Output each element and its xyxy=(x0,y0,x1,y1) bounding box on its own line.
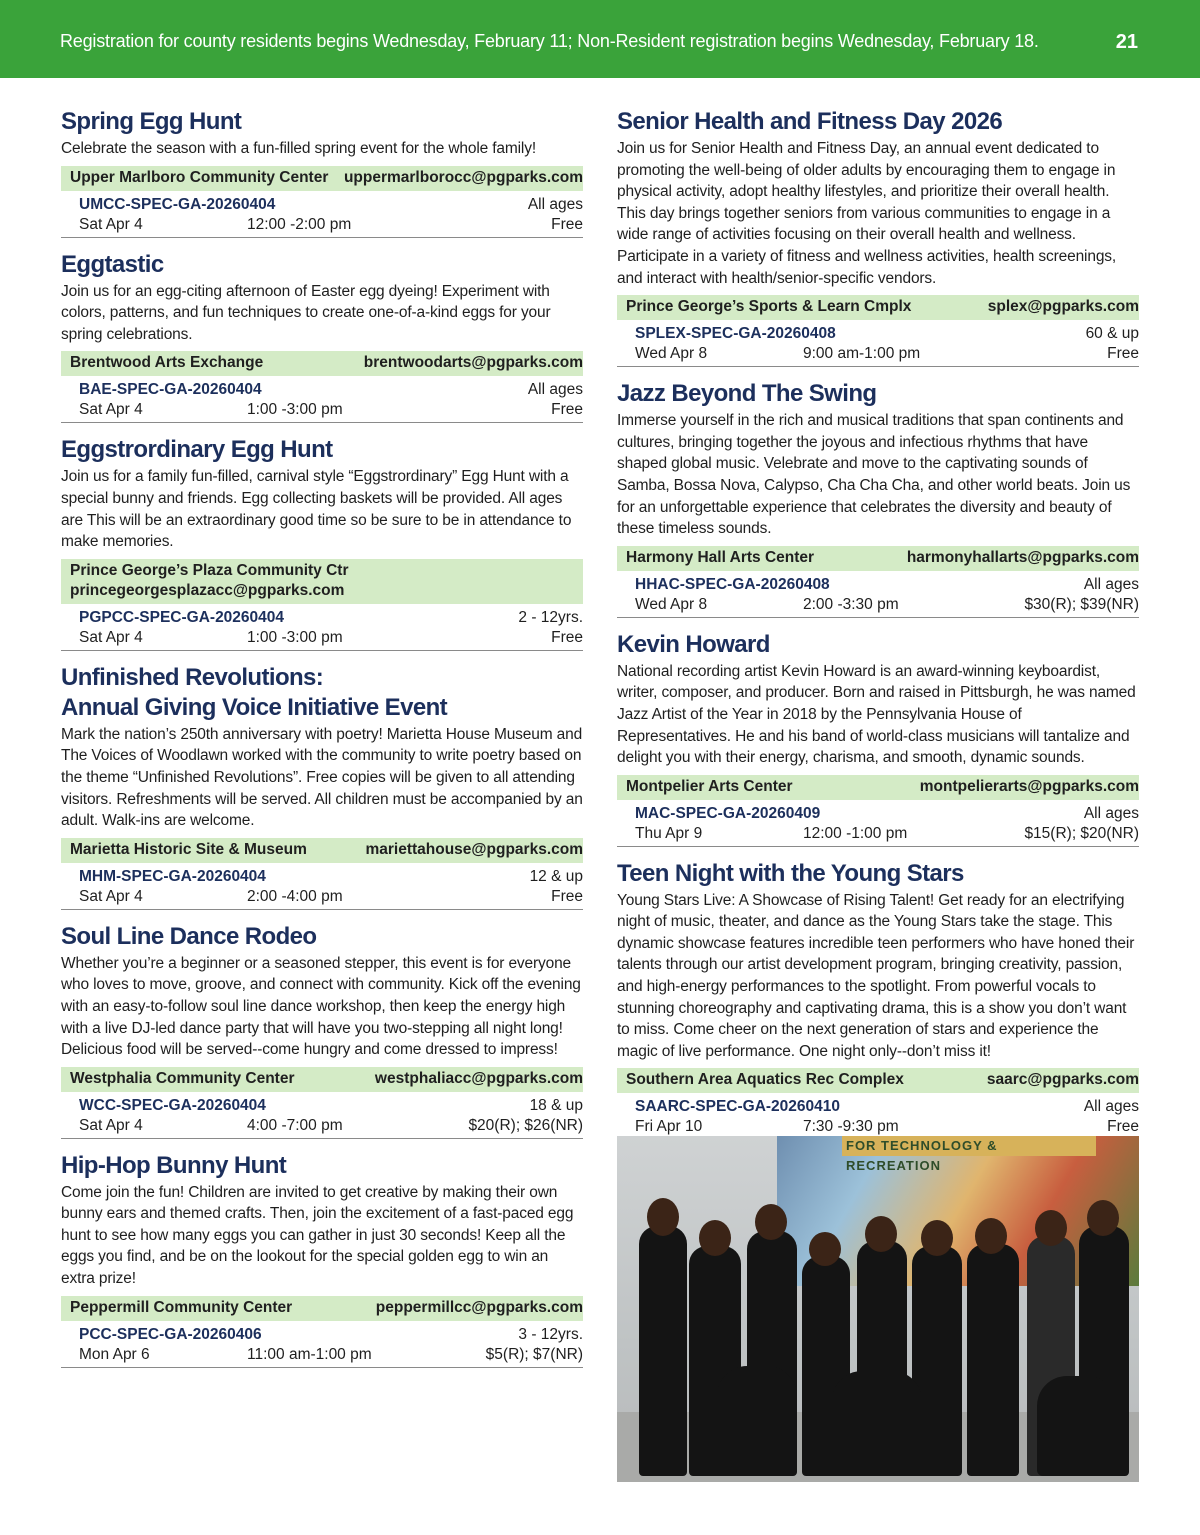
event-title: Senior Health and Fitness Day 2026 xyxy=(617,108,1003,135)
facility-band xyxy=(617,295,1139,320)
activity-code: MHM-SPEC-GA-20260404 xyxy=(79,867,266,885)
event-description: Immerse yourself in the rich and musical traditions that span continents and cultures, bringing together the joyous and infectious rhythms that have shaped global music. Velebrate and move to the captivating sounds of Samba, Bossa Nova, Calypso, Cha Cha Cha, and other world beats. Join us for an unforgettable experience that celebrates the diversity and beauty of these timeless sounds. xyxy=(617,412,1131,538)
age-range: All ages xyxy=(1083,804,1139,822)
session-fee: Free xyxy=(551,215,583,233)
event-description: Whether you’re a beginner or a seasoned stepper, this event is for everyone who loves to move, groove, and connect with community. Kick off the evening with an easy-to-follow soul line dance workshop, then keep the energy high with a live DJ-led dance party that will have you two-stepping all night long! Delicious food will be served--come hungry and come dressed to impress! xyxy=(61,954,581,1059)
facility-email[interactable]: uppermarlborocc@pgparks.com xyxy=(343,168,583,186)
teen-group-photo xyxy=(617,1136,1139,1482)
age-range: All ages xyxy=(1083,1098,1139,1116)
facility-name: Prince George’s Sports & Learn Cmplx xyxy=(626,298,912,316)
event-listing xyxy=(61,436,583,650)
facility-email[interactable]: brentwoodarts@pgparks.com xyxy=(363,354,583,372)
facility-band xyxy=(61,1067,583,1092)
event-listing xyxy=(617,380,1139,618)
activity-code: PGPCC-SPEC-GA-20260404 xyxy=(79,608,285,626)
facility-name: Harmony Hall Arts Center xyxy=(626,548,815,566)
teen-head xyxy=(809,1232,841,1266)
facility-email[interactable]: montpelierarts@pgparks.com xyxy=(919,777,1139,795)
session-row xyxy=(617,571,1139,618)
session-time: 12:00 -1:00 pm xyxy=(803,824,908,842)
facility-email[interactable]: mariettahouse@pgparks.com xyxy=(365,840,583,858)
event-title-line-2: Annual Giving Voice Initiative Event xyxy=(61,693,448,721)
session-row xyxy=(61,1321,583,1368)
event-title: Eggtastic xyxy=(61,250,164,278)
event-listing xyxy=(617,631,1139,847)
activity-code: BAE-SPEC-GA-20260404 xyxy=(79,381,262,399)
event-listing xyxy=(61,664,583,910)
facility-email[interactable]: westphaliacc@pgparks.com xyxy=(374,1069,583,1087)
session-row xyxy=(61,1092,583,1139)
session-day: Mon Apr 6 xyxy=(79,1345,150,1363)
session-fee: $15(R); $20(NR) xyxy=(1024,824,1139,842)
facility-name: Westphalia Community Center xyxy=(70,1069,295,1087)
teen-figure xyxy=(832,1371,922,1476)
age-range: 60 & up xyxy=(1085,325,1139,343)
teen-figure xyxy=(639,1226,687,1476)
session-fee: $30(R); $39(NR) xyxy=(1024,595,1139,613)
session-time: 1:00 -3:00 pm xyxy=(247,401,343,419)
session-row xyxy=(617,1093,1139,1140)
event-title: Hip-Hop Bunny Hunt xyxy=(61,1151,287,1179)
age-range: All ages xyxy=(527,381,583,399)
facility-email[interactable]: princegeorgesplazacc@pgparks.com xyxy=(70,581,345,599)
session-time: 11:00 am-1:00 pm xyxy=(247,1345,372,1363)
age-range: 12 & up xyxy=(529,867,583,885)
session-time: 1:00 -3:00 pm xyxy=(247,628,343,646)
event-description: Join us for an egg-citing afternoon of Easter egg dyeing! Experiment with colors, patterns, and fun techniques to create one-of-a-kind eggs for your spring celebrations. xyxy=(61,282,551,343)
session-time: 4:00 -7:00 pm xyxy=(247,1116,343,1134)
teen-head xyxy=(865,1216,897,1252)
facility-name: Upper Marlboro Community Center xyxy=(70,168,329,186)
event-title: Soul Line Dance Rodeo xyxy=(61,922,317,950)
facility-email[interactable]: splex@pgparks.com xyxy=(987,298,1139,316)
facility-name: Brentwood Arts Exchange xyxy=(70,354,264,372)
event-listing xyxy=(61,108,583,238)
session-day: Wed Apr 8 xyxy=(635,345,708,363)
facility-email[interactable]: saarc@pgparks.com xyxy=(986,1071,1139,1089)
session-time: 12:00 -2:00 pm xyxy=(247,215,352,233)
facility-band xyxy=(61,838,583,863)
activity-code: UMCC-SPEC-GA-20260404 xyxy=(79,195,276,213)
facility-email[interactable]: harmonyhallarts@pgparks.com xyxy=(906,548,1139,566)
facility-band xyxy=(617,775,1139,800)
header-bar xyxy=(0,0,1200,78)
session-day: Sat Apr 4 xyxy=(79,628,143,646)
event-description: Come join the fun! Children are invited to get creative by making their own bunny ears and themed crafts. Then, join the excitement of a fast-paced egg hunt to see how many eggs you can gather in just 30 seconds! Keep all the eggs you find, and be on the lookout for the special golden egg to win an extra prize! xyxy=(61,1183,574,1288)
age-range: All ages xyxy=(1083,575,1139,593)
teen-head xyxy=(1035,1210,1067,1246)
session-row xyxy=(617,320,1139,367)
event-description: Join us for Senior Health and Fitness Day, an annual event dedicated to promoting the well-being of older adults by encouraging them to engage in physical activity, adopt healthy lifestyles, and prioritize their overall health. This day brings together seniors from various communities to engage in a wide range of activities focusing on their overall health and wellness. Participate in a variety of fitness and wellness activities, health screenings, and interact with health/senior-specific vendors. xyxy=(617,140,1117,287)
session-day: Sat Apr 4 xyxy=(79,401,143,419)
session-time: 7:30 -9:30 pm xyxy=(803,1118,899,1136)
activity-code: MAC-SPEC-GA-20260409 xyxy=(635,804,821,822)
event-listing xyxy=(61,1152,583,1368)
facility-band xyxy=(617,1068,1139,1093)
age-range: 18 & up xyxy=(529,1096,583,1114)
activity-code: HHAC-SPEC-GA-20260408 xyxy=(635,575,830,593)
activity-code: SPLEX-SPEC-GA-20260408 xyxy=(635,325,836,343)
event-description: Join us for a family fun-filled, carnival style “Eggstrordinary” Egg Hunt with a special bunny and friends. Egg collecting baskets will be provided. All ages are This will be an extraordinary good time so be sure to be in attendance to make memories. xyxy=(61,468,572,551)
session-fee: Free xyxy=(1107,345,1139,363)
facility-band xyxy=(61,351,583,376)
event-description: Young Stars Live: A Showcase of Rising Talent! Get ready for an electrifying night of music, theater, and dance as the Young Stars take the stage. This dynamic showcase features incredible teen performers who have honed their talents through our artist development program, bringing creativity, passion, and high-energy performances to the spotlight. From powerful vocals to stunning choreography and captivating drama, this is a show you don’t want to miss. Come cheer on the next generation of stars and experience the magic of live performance. One night only--don’t miss it! xyxy=(617,891,1135,1060)
event-listing xyxy=(61,923,583,1139)
event-title: Kevin Howard xyxy=(617,630,770,658)
event-description: National recording artist Kevin Howard is an award-winning keyboardist, writer, composer, and producer. Born and raised in Pittsburgh, he was named Jazz Artist of the Year in 2018 by the Pennsylvania House of Representatives. He and his band of world-class musicians will tantalize and delight you with their energy, charisma, and smooth, dynamic sounds. xyxy=(617,662,1136,767)
session-row xyxy=(61,191,583,238)
teen-head xyxy=(699,1220,731,1256)
teen-head xyxy=(1087,1200,1119,1236)
event-listing xyxy=(61,251,583,424)
teen-figure xyxy=(1037,1376,1117,1476)
right-column xyxy=(617,108,1139,1153)
session-fee: $20(R); $26(NR) xyxy=(468,1116,583,1134)
session-day: Thu Apr 9 xyxy=(635,824,703,842)
session-day: Fri Apr 10 xyxy=(635,1118,703,1136)
teen-figure xyxy=(717,1366,797,1476)
session-fee: Free xyxy=(1107,1118,1139,1136)
facility-email[interactable]: peppermillcc@pgparks.com xyxy=(375,1298,583,1316)
age-range: All ages xyxy=(527,195,583,213)
session-row xyxy=(61,863,583,910)
teen-head xyxy=(647,1198,679,1236)
event-title: Spring Egg Hunt xyxy=(61,108,242,135)
facility-band xyxy=(61,1296,583,1321)
facility-name: Marietta Historic Site & Museum xyxy=(70,840,307,858)
facility-name: Peppermill Community Center xyxy=(70,1298,293,1316)
event-listing xyxy=(617,108,1139,367)
facility-band xyxy=(61,166,583,191)
facility-name: Southern Area Aquatics Rec Complex xyxy=(626,1071,904,1089)
activity-code: WCC-SPEC-GA-20260404 xyxy=(79,1096,266,1114)
age-range: 2 - 12yrs. xyxy=(518,608,583,626)
session-fee: $5(R); $7(NR) xyxy=(485,1345,583,1363)
teen-head xyxy=(755,1204,787,1240)
event-description: Celebrate the season with a fun-filled spring event for the whole family! xyxy=(61,140,536,157)
mural-banner: FOR TECHNOLOGY & RECREATION xyxy=(842,1136,1096,1156)
session-row xyxy=(617,800,1139,847)
session-day: Sat Apr 4 xyxy=(79,887,143,905)
session-day: Sat Apr 4 xyxy=(79,215,143,233)
event-title: Teen Night with the Young Stars xyxy=(617,859,964,887)
session-time: 2:00 -4:00 pm xyxy=(247,887,343,905)
event-title: Unfinished Revolutions: xyxy=(61,663,324,691)
session-time: 2:00 -3:30 pm xyxy=(803,595,899,613)
session-row xyxy=(61,604,583,651)
session-day: Sat Apr 4 xyxy=(79,1116,143,1134)
facility-band xyxy=(617,546,1139,571)
facility-name: Prince George’s Plaza Community Ctr xyxy=(70,561,349,579)
teen-head xyxy=(921,1220,953,1256)
event-title: Jazz Beyond The Swing xyxy=(617,380,877,408)
session-fee: Free xyxy=(551,887,583,905)
facility-band xyxy=(61,559,583,604)
teen-head xyxy=(975,1218,1007,1254)
registration-notice: Registration for county residents begins Wednesday, February 11; Non-Resident registration begins Wednesday, February 18. xyxy=(60,31,1039,51)
page-number: 21 xyxy=(1115,31,1138,53)
activity-code: PCC-SPEC-GA-20260406 xyxy=(79,1325,262,1343)
teen-figure xyxy=(967,1244,1019,1476)
session-day: Wed Apr 8 xyxy=(635,595,708,613)
age-range: 3 - 12yrs. xyxy=(518,1325,583,1343)
session-fee: Free xyxy=(551,401,583,419)
event-listing xyxy=(617,860,1139,1141)
event-title: Eggstrordinary Egg Hunt xyxy=(61,436,333,464)
session-time: 9:00 am-1:00 pm xyxy=(803,345,921,363)
left-column xyxy=(61,108,583,1381)
event-description: Mark the nation’s 250th anniversary with poetry! Marietta House Museum and The Voices of Woodlawn worked with the community to write poetry based on the theme “Unfinished Revolutions”. Free copies will be given to all attending visitors. Refreshments will be served. All children must be accompanied by an adult. Walk-ins are welcome. xyxy=(61,725,583,830)
activity-code: SAARC-SPEC-GA-20260410 xyxy=(635,1098,841,1116)
session-row xyxy=(61,376,583,423)
session-fee: Free xyxy=(551,628,583,646)
facility-name: Montpelier Arts Center xyxy=(626,777,793,795)
